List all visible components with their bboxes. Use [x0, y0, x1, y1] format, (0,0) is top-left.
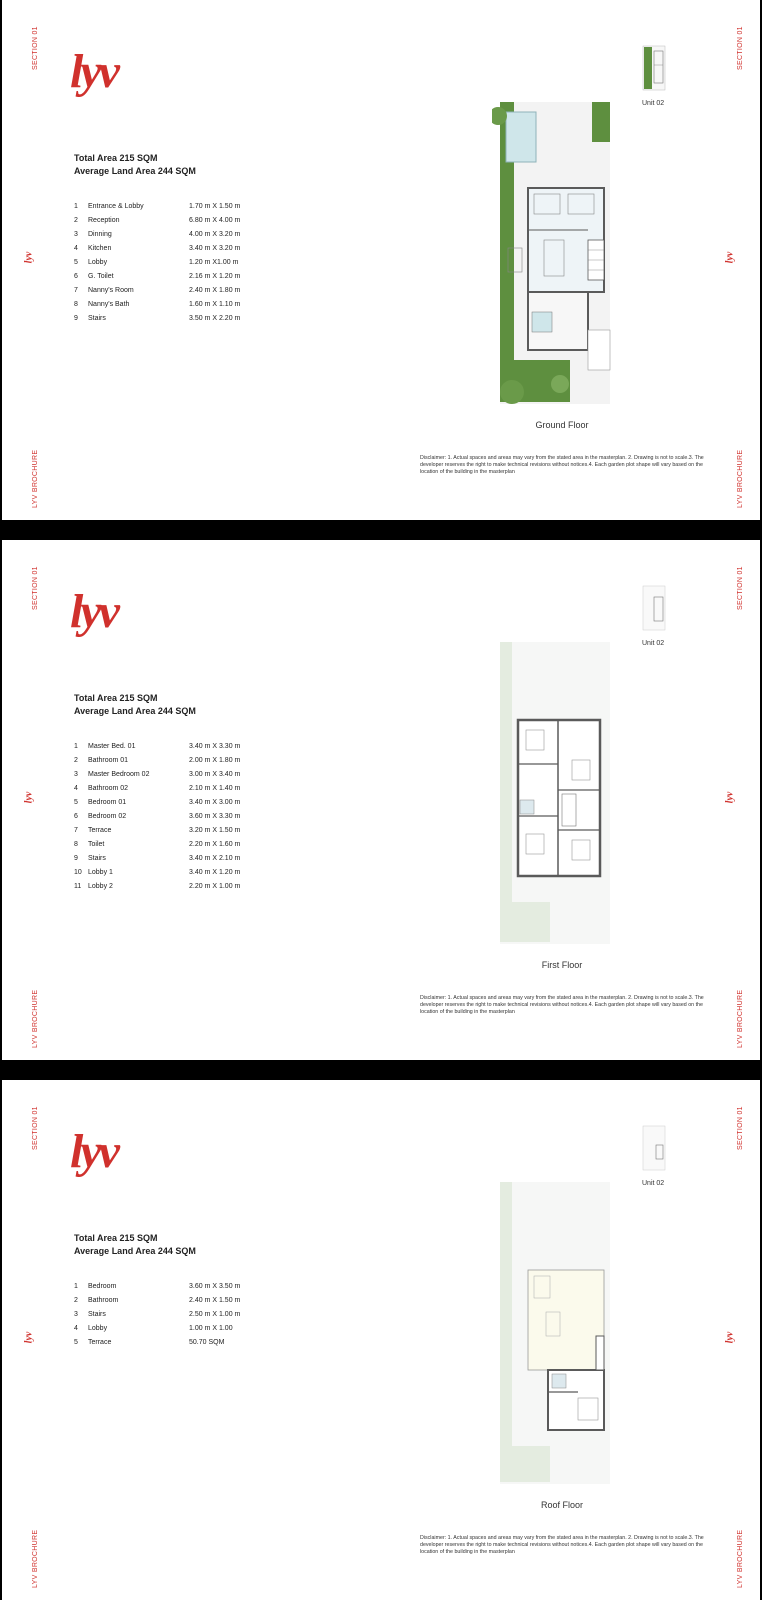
room-number: 3 — [74, 1311, 78, 1318]
table-row — [74, 228, 240, 242]
room-size: 1.20 m X1.00 m — [189, 259, 239, 266]
section-side-label-right: SECTION 01 — [737, 1106, 744, 1150]
table-row — [74, 866, 240, 880]
brochure-side-label: LYV BROCHURE — [32, 989, 39, 1048]
room-size: 3.00 m X 3.40 m — [189, 771, 241, 778]
brochure-page-first-floor — [2, 540, 760, 1060]
room-number: 7 — [74, 827, 78, 834]
room-number: 2 — [74, 757, 78, 764]
room-name: Entrance & Lobby — [88, 203, 144, 210]
table-row — [74, 796, 240, 810]
room-number: 5 — [74, 799, 78, 806]
room-name: Nanny's Bath — [88, 301, 130, 308]
room-name: Lobby — [88, 1325, 108, 1332]
room-number: 9 — [74, 855, 78, 862]
room-number: 3 — [74, 231, 78, 238]
room-name: Bedroom — [88, 1283, 117, 1290]
room-size: 1.60 m X 1.10 m — [189, 301, 241, 308]
disclaimer-text: Disclaimer: 1. Actual spaces and areas may vary from the stated area in the masterplan. 2. Drawing is not to scale.3. The developer reserves the right to make technical revisions without notices.4. Each garden plot shape will vary based on the location of the building in the masterplan — [420, 1535, 704, 1555]
brochure-page-ground-floor — [2, 0, 760, 520]
room-name: Bathroom — [88, 1297, 119, 1304]
side-logo-left: lyv — [23, 251, 35, 264]
room-name: Nanny's Room — [88, 287, 134, 294]
table-row — [74, 1280, 240, 1294]
room-table — [74, 1280, 240, 1350]
floor-label: Roof Floor — [540, 1500, 584, 1510]
room-name: Reception — [88, 217, 120, 224]
section-side-label: SECTION 01 — [32, 26, 39, 70]
unit-label: Unit 02 — [642, 100, 665, 107]
room-name: Kitchen — [88, 245, 112, 252]
land-area: Average Land Area 244 SQM — [74, 166, 196, 176]
side-logo-right: lyv — [724, 1331, 736, 1344]
room-size: 1.70 m X 1.50 m — [189, 203, 241, 210]
table-row — [74, 768, 240, 782]
room-number: 9 — [74, 315, 78, 322]
room-size: 3.60 m X 3.50 m — [189, 1283, 241, 1290]
room-number: 6 — [74, 813, 78, 820]
room-number: 1 — [74, 1283, 78, 1290]
table-row — [74, 838, 240, 852]
room-size: 1.00 m X 1.00 — [189, 1325, 233, 1332]
room-number: 4 — [74, 245, 78, 252]
room-number: 11 — [74, 883, 82, 890]
table-row — [74, 200, 240, 214]
lyv-logo: lyv — [70, 45, 117, 98]
brochure-side-label-right: LYV BROCHURE — [737, 989, 744, 1048]
room-name: Bedroom 01 — [88, 799, 127, 806]
room-number: 2 — [74, 217, 78, 224]
room-number: 2 — [74, 1297, 78, 1304]
room-number: 3 — [74, 771, 78, 778]
room-name: Master Bedroom 02 — [88, 771, 150, 778]
room-table — [74, 200, 240, 326]
unit-label: Unit 02 — [642, 1180, 665, 1187]
room-size: 3.40 m X 3.20 m — [189, 245, 241, 252]
room-size: 50.70 SQM — [189, 1339, 225, 1346]
table-row — [74, 256, 240, 270]
table-row — [74, 298, 240, 312]
room-size: 2.50 m X 1.00 m — [189, 1311, 241, 1318]
room-name: Dinning — [88, 231, 112, 238]
room-size: 3.40 m X 1.20 m — [189, 869, 241, 876]
disclaimer-text: Disclaimer: 1. Actual spaces and areas may vary from the stated area in the masterplan. 2. Drawing is not to scale.3. The developer reserves the right to make technical revisions without notices.4. Each garden plot shape will vary based on the location of the building in the masterplan — [420, 995, 704, 1015]
room-size: 2.10 m X 1.40 m — [189, 785, 241, 792]
room-name: Lobby — [88, 259, 108, 266]
room-number: 7 — [74, 287, 78, 294]
side-logo-left: lyv — [23, 1331, 35, 1344]
lyv-logo: lyv — [70, 1125, 117, 1178]
unit-label: Unit 02 — [642, 640, 665, 647]
room-size: 3.50 m X 2.20 m — [189, 315, 241, 322]
room-number: 4 — [74, 785, 78, 792]
room-size: 6.80 m X 4.00 m — [189, 217, 241, 224]
room-size: 2.40 m X 1.50 m — [189, 1297, 241, 1304]
ground-floor-plan — [492, 100, 632, 410]
section-side-label-right: SECTION 01 — [737, 26, 744, 70]
floor-label: First Floor — [541, 960, 583, 970]
room-size: 4.00 m X 3.20 m — [189, 231, 241, 238]
room-size: 2.00 m X 1.80 m — [189, 757, 241, 764]
room-name: Lobby 1 — [88, 869, 113, 876]
side-logo-left: lyv — [23, 791, 35, 804]
unit-key-plan — [642, 585, 666, 631]
table-row — [74, 1294, 240, 1308]
brochure-page-roof-floor — [2, 1080, 760, 1600]
room-name: Stairs — [88, 1311, 106, 1318]
room-number: 1 — [74, 743, 78, 750]
room-name: Bedroom 02 — [88, 813, 127, 820]
table-row — [74, 1308, 240, 1322]
table-row — [74, 824, 240, 838]
room-size: 3.40 m X 3.00 m — [189, 799, 241, 806]
first-floor-plan — [492, 640, 632, 950]
section-side-label: SECTION 01 — [32, 566, 39, 610]
brochure-side-label-right: LYV BROCHURE — [737, 1529, 744, 1588]
table-row — [74, 810, 240, 824]
disclaimer-text: Disclaimer: 1. Actual spaces and areas may vary from the stated area in the masterplan. 2. Drawing is not to scale.3. The developer reserves the right to make technical revisions without notices.4. Each garden plot shape will vary based on the location of the building in the masterplan — [420, 455, 704, 475]
unit-key-plan — [642, 45, 666, 91]
brochure-side-label: LYV BROCHURE — [32, 1529, 39, 1588]
room-name: Stairs — [88, 855, 106, 862]
room-size: 2.40 m X 1.80 m — [189, 287, 241, 294]
table-row — [74, 782, 240, 796]
floor-label: Ground Floor — [535, 420, 589, 430]
room-name: Terrace — [88, 827, 112, 834]
table-row — [74, 214, 240, 228]
section-side-label: SECTION 01 — [32, 1106, 39, 1150]
brochure-side-label-right: LYV BROCHURE — [737, 449, 744, 508]
table-row — [74, 284, 240, 298]
table-row — [74, 312, 240, 326]
room-name: Terrace — [88, 1339, 112, 1346]
room-number: 8 — [74, 841, 78, 848]
area-summary — [74, 1232, 196, 1258]
total-area: Total Area 215 SQM — [74, 693, 158, 703]
room-number: 6 — [74, 273, 78, 280]
side-logo-right: lyv — [724, 791, 736, 804]
lyv-logo: lyv — [70, 585, 117, 638]
room-name: G. Toilet — [88, 273, 114, 280]
area-summary — [74, 152, 196, 178]
room-number: 8 — [74, 301, 78, 308]
table-row — [74, 270, 240, 284]
room-name: Stairs — [88, 315, 106, 322]
room-name: Bathroom 01 — [88, 757, 129, 764]
room-size: 3.40 m X 3.30 m — [189, 743, 241, 750]
table-row — [74, 1322, 240, 1336]
room-name: Lobby 2 — [88, 883, 113, 890]
total-area: Total Area 215 SQM — [74, 1233, 158, 1243]
room-size: 3.40 m X 2.10 m — [189, 855, 241, 862]
table-row — [74, 754, 240, 768]
section-side-label-right: SECTION 01 — [737, 566, 744, 610]
room-number: 5 — [74, 259, 78, 266]
side-logo-right: lyv — [724, 251, 736, 264]
area-summary — [74, 692, 196, 718]
brochure-side-label: LYV BROCHURE — [32, 449, 39, 508]
roof-floor-plan — [492, 1180, 632, 1490]
room-table — [74, 740, 240, 894]
room-size: 2.20 m X 1.00 m — [189, 883, 241, 890]
room-number: 10 — [74, 869, 82, 876]
room-number: 1 — [74, 203, 78, 210]
room-size: 3.20 m X 1.50 m — [189, 827, 241, 834]
unit-key-plan — [642, 1125, 666, 1171]
table-row — [74, 242, 240, 256]
room-number: 5 — [74, 1339, 78, 1346]
room-size: 2.20 m X 1.60 m — [189, 841, 241, 848]
table-row — [74, 852, 240, 866]
room-size: 3.60 m X 3.30 m — [189, 813, 241, 820]
land-area: Average Land Area 244 SQM — [74, 1246, 196, 1256]
total-area: Total Area 215 SQM — [74, 153, 158, 163]
room-name: Toilet — [88, 841, 105, 848]
land-area: Average Land Area 244 SQM — [74, 706, 196, 716]
table-row — [74, 880, 240, 894]
room-name: Master Bed. 01 — [88, 743, 136, 750]
room-number: 4 — [74, 1325, 78, 1332]
room-name: Bathroom 02 — [88, 785, 129, 792]
table-row — [74, 740, 240, 754]
table-row — [74, 1336, 240, 1350]
room-size: 2.16 m X 1.20 m — [189, 273, 241, 280]
